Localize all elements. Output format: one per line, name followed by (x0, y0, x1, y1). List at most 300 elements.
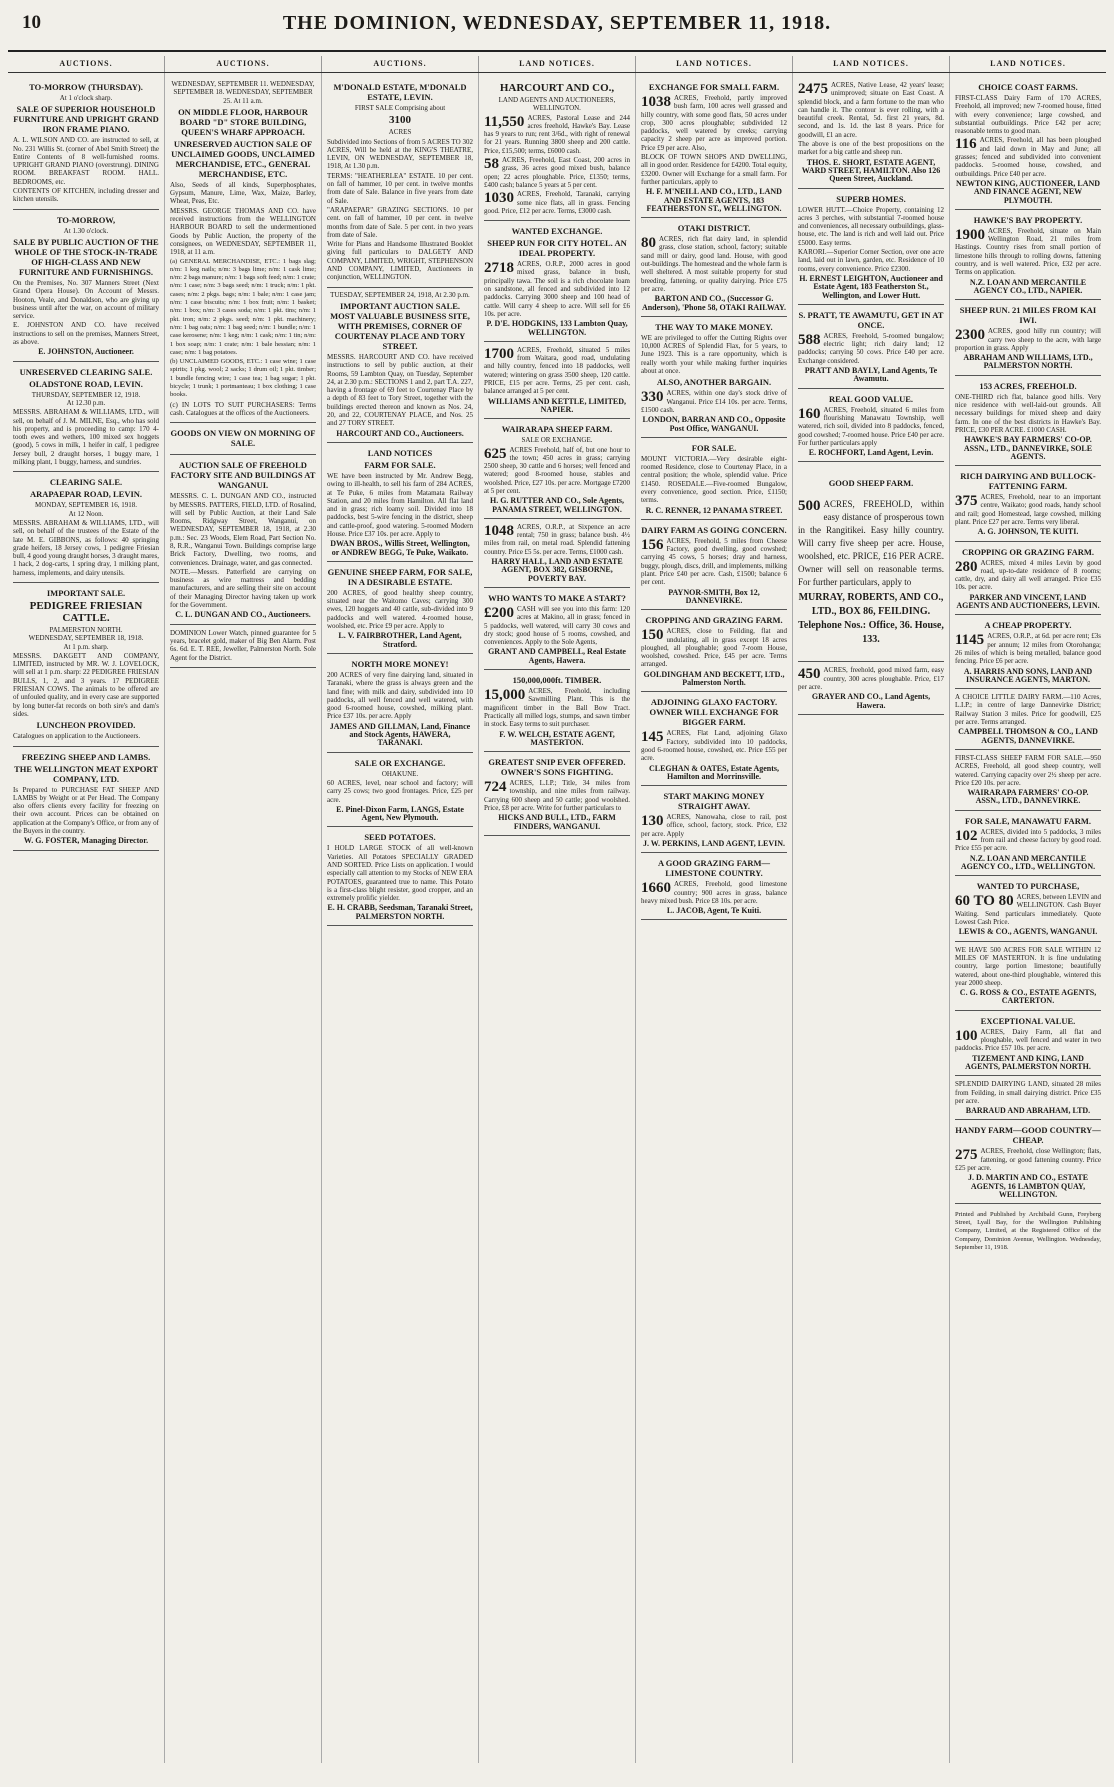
ad-heading: WANTED TO PURCHASE, (976, 881, 1080, 892)
ad-body: ACRES, between LEVIN and WELLINGTON. Cash Buyer Waiting. Send particulars immediately. Quote Lowest Cash Price. (955, 893, 1101, 927)
ad-subheading: FIRST SALE Comprising about (354, 104, 446, 112)
ad-body: ACRES, O.R.P., at Sixpence an acre rental; 750 in grass; balance bush. 4½ miles from rail, on metal road. Splendid fattening country. Price £5 5s. per acre. Terms, £1000 cash. (484, 522, 630, 556)
column-6 (793, 73, 950, 1763)
ad-body: Also, Seeds of all kinds, Superphosphates, Gypsum, Manure, Lime, Wax, Maize, Barley, Wheat, Peas, Etc. (170, 180, 316, 206)
advertisement (955, 1011, 1101, 1076)
ad-subheading: LAND AGENTS AND AUCTIONEERS, WELLINGTON. (498, 96, 616, 113)
ad-body: On the Premises, No. 307 Manners Street (Next Grand Opera House). On Account of Messrs. Hooton, Veale, and Donaldson, who are giving up business until after the war, on account of military service. (13, 278, 159, 321)
ad-heading: HANDY FARM—GOOD COUNTRY—CHEAP. (955, 1125, 1101, 1146)
ad-signature: E. H. CRABB, Seedsman, Taranaki Street, PALMERSTON NORTH. (327, 903, 473, 921)
advertisement (641, 438, 787, 520)
ad-heading: 150,000,000ft. TIMBER. (512, 675, 602, 686)
ad-place: OLADSTONE ROAD, LEVIN. (29, 378, 143, 389)
ad-signature: L. JACOB, Agent, Te Kuiti. (666, 906, 762, 916)
ad-title: SALE OF SUPERIOR HOUSEHOLD FURNITURE AND UPRIGHT GRAND IRON FRAME PIANO. (13, 104, 159, 135)
ad-body: SPLENDID DAIRYING LAND, situated 28 miles from Feilding, in small dairying district. Price £35 per acre. (955, 1080, 1101, 1105)
ad-acreage: 3100 (389, 114, 411, 127)
ad-heading: GOODS ON VIEW ON MORNING OF SALE. (170, 428, 316, 449)
ad-body: MESSRS. GEORGE THOMAS AND CO. have received instructions from the WELLINGTON HARBOUR BOARD to sell the undermentioned Goods by Public Auction, the property of the consignees, on WEDNESDAY, SEPTEMBER 11, 1918, at 11 a.m. (170, 206, 316, 257)
ad-acreage: 1038 (641, 94, 671, 110)
ad-acreage: 156 (641, 536, 664, 553)
advertisement (484, 342, 630, 419)
ad-signature: F. W. WELCH, ESTATE AGENT, MASTERTON. (499, 729, 615, 747)
advertisement (484, 519, 630, 588)
advertisement (641, 77, 787, 218)
ad-acreage: 80 (641, 235, 656, 252)
ad-signature: HAWKE'S BAY FARMERS' CO-OP. ASSN., LTD., DANNEVIRKE, SOLE AGENTS. (963, 435, 1093, 461)
advertisement (955, 615, 1101, 689)
ad-list: (a) GENERAL MERCHANDISE, ETC.: 1 bags slag; n/m: 1 keg nails; n/m: 3 bags lime; n/m: 1 cask lime; n/m: 2 bags manure; n/m: 1 bags soft feed; n/m: 1 crate; n/m: 1 case; n/m: 3 bags seed; n/m: 1 truck; n/m: 1 pkt. cases; n/m: 2 pkgs. bags; n/m: 1 bale; n/m: 1 case jam; n/m: 1 case biscuits; n/m: 1 box fruit; n/m: 1 basket; n/m: 1 box; n/m: 3 cases soda; n/m: 1 pkt. tins; n/m: 1 pkt. iron; n/m: 2 pkgs. seed; n/m: 1 pkt. machinery; n/m: 1 bag oats; n/m: 1 bag seed; n/m: 1 bundle; n/m: 1 case kerosene; n/m: 1 keg; n/m: 1 cask; n/m: 1 tin; n/m: 1 box soap; n/m: 1 crate; n/m: 1 bale hessian; n/m: 1 case; n/m: 1 bag potatoes. (170, 257, 316, 356)
advertisement (955, 300, 1101, 375)
ad-acreage: 2718 (484, 260, 514, 277)
ad-time: At 1 p.m. sharp. (63, 642, 109, 651)
advertisement (955, 466, 1101, 541)
ad-body: Catalogues on application to the Auctioneers. (13, 732, 141, 741)
ad-heading: HARCOURT AND CO., (499, 82, 615, 94)
ad-acreage: 1700 (484, 345, 514, 362)
ad-heading: TO-MORROW, (56, 214, 116, 225)
ad-list: (b) UNCLAIMED GOODS, ETC.: 1 case wine; 1 case spirits; 1 pkg. wool; 2 sacks; 1 drum oil; 1 pkt. timber; 1 bundle fencing wire; 1 case tea; 1 bag sugar; 1 pkt. bicycle; 1 trunk; 1 portmanteau; 1 box clothing; 1 case books. (170, 358, 316, 399)
column-4 (479, 73, 636, 1763)
ad-signature: PRATT AND BAYLY, Land Agents, Te Awamutu. (804, 366, 938, 384)
ad-signature: W. G. FOSTER, Managing Director. (23, 836, 149, 846)
advertisement (170, 423, 316, 455)
ad-place: OHAKUNE. (381, 769, 419, 778)
column-heading: AUCTIONS. (322, 56, 479, 72)
ad-heading: AUCTION SALE OF FREEHOLD FACTORY SITE AND BUILDINGS AT WANGANUI. (170, 460, 316, 491)
ad-acreage: 375 (955, 493, 978, 510)
advertisement (484, 221, 630, 342)
ad-acreage: 150 (641, 627, 664, 644)
ad-signature: WAIRARAPA FARMERS' CO-OP. ASSN., LTD., DANNEVIRKE. (967, 788, 1089, 806)
ad-heading: TO-MORROW (THURSDAY). (29, 82, 143, 92)
ad-body: Is Prepared to PURCHASE FAT SHEEP AND LAMBS by Weight or at Per Head. The Company also offers clients every facility for freezing on their own account. Prices can be obtained on application at the Company's Office, or from any of the Buyers in the country. (13, 785, 159, 836)
ad-signature: C. L. DUNGAN AND CO., Auctioneers. (175, 610, 311, 620)
ad-time: At 12 Noon. (68, 509, 104, 518)
column-heading: LAND NOTICES. (793, 56, 950, 72)
ad-body: MESSRS. DAKGETT AND COMPANY, LIMITED, instructed by MR. W. J. LOVELOCK, will sell at 1 p.m. sharp: 22 PEDIGREE FRIESIAN BULLS, 1, 2, and 3 years. 17 PEDIGREE FRIESIAN COWS. The animals to be offered are of unfouled quality, and in every case are supported by long butter-fat records on both sire's and dam's sides. (13, 651, 159, 718)
advertisement (484, 670, 630, 752)
ad-body: ACRES, rich flat dairy land, in splendid grass, close station, school, factory; suitable sand mill or dairy, good land. House, with good out-buildings. The homestead and the whole farm is well sheltered. A most suitable property for stud breeding, fattening, or quality dairying. Price £75 per acre. (641, 235, 787, 293)
ad-body: MESSRS. HARCOURT AND CO. have received instructions to sell by public auction, at their Rooms, 59 Lambton Quay, on Tuesday, September 24, at 2.30 p.m.: SECTIONS 1 and 2, part T.A. 227, having a frontage of 69 feet to Courtenay Place by a depth of 83 feet to Tory Street, together with the buildings erected thereon and known as Nos. 24, 20, and 22, COURTENAY PLACE, and Nos. 25 and 27 TORY STREET. (327, 352, 473, 428)
ad-acreage: 60 TO 80 (955, 893, 1014, 910)
ad-heading: SUPERB HOMES. (836, 193, 906, 204)
ad-acreage: 330 (641, 389, 664, 406)
advertisement (170, 625, 316, 668)
advertisement (641, 317, 787, 438)
ad-unit: ACRES (388, 128, 412, 137)
ad-signature: CLEGHAN & OATES, Estate Agents, Hamilton and Morrinsville. (648, 763, 780, 781)
advertisement (13, 362, 159, 473)
ad-body: ACRES, Dairy Farm, all flat and ploughable, well fenced and water in two paddocks. Price £57 10s. per acre. (955, 1027, 1101, 1053)
ad-signature: GOLDINGHAM AND BECKETT, LTD., Palmerston North. (643, 669, 785, 688)
ad-signature: LONDON, BARRAN AND CO., Opposite Post Office, WANGANUI. (642, 415, 786, 433)
ad-heading: WHO WANTS TO MAKE A START? (488, 592, 626, 603)
ad-heading: DAIRY FARM AS GOING CONCERN. (641, 524, 787, 535)
ad-body: MOUNT VICTORIA.—Very desirable eight-roomed Residence, close to Courtenay Place, in a central position; the whole, splendid value. Price £1450. ROSEDALE.—Five-roomed Bungalow, every convenience, good section. Price, £1150; terms. (641, 454, 787, 505)
advertisement (13, 210, 159, 362)
ad-body: ACRES, good hilly run country; will carry two sheep to the acre, with large proportion in grass. Apply (955, 327, 1101, 352)
ad-heading: SEED POTATOES. (364, 832, 436, 843)
ad-acreage: 2475 (798, 81, 828, 97)
ad-heading: 153 ACRES, FREEHOLD. (979, 380, 1077, 391)
advertisement (955, 876, 1101, 941)
ad-body: (c) IN LOTS TO SUIT PURCHASERS: Terms cash. Catalogues at the offices of the Auctioneers. (170, 400, 316, 417)
ad-heading: START MAKING MONEY STRAIGHT AWAY. (663, 791, 765, 812)
ad-heading: A CHEAP PROPERTY. (984, 620, 1072, 631)
column-heading: AUCTIONS. (165, 56, 322, 72)
ad-title: THE WELLINGTON MEAT EXPORT COMPANY, LTD. (14, 763, 158, 784)
ad-body: ACRES, Flat Land, adjoining Glaxo Factory, subdivided into 10 paddocks, good 6-roomed house, cowshed, etc. Price £55 per acre. (641, 729, 787, 763)
ad-price: £200 (484, 604, 514, 621)
ad-acreage: 1900 (955, 226, 985, 243)
ad-body: ACRES, Freehold, good limestone country; 900 acres in grass, balance heavy mixed bush. Price £8 10s. per acre. (641, 880, 787, 905)
ad-heading: CHOICE COAST FARMS. (978, 82, 1078, 92)
ad-heading: OTAKI DISTRICT. (677, 223, 751, 234)
ad-acreage: 1145 (955, 632, 985, 649)
advertisement (641, 786, 787, 853)
ad-heading: NORTH MORE MONEY! (351, 658, 449, 669)
advertisement (13, 747, 159, 851)
column-heading: LAND NOTICES. (479, 56, 636, 72)
advertisement (798, 462, 944, 662)
ad-signature: J. W. PERKINS, LAND AGENT, LEVIN. (642, 839, 786, 848)
ad-body: ACRES, Freehold, all has been ploughed and laid down in May and June; all grasses; fenced and subdivided into convenient paddocks. 5-roomed house, cowshed, and outbuildings. Price £40 per acre. (955, 136, 1101, 178)
ad-signature: BARRAUD AND ABRAHAM, LTD. (965, 1106, 1091, 1116)
ad-signature: GRAYER AND CO., Land Agents, Hawera. (811, 692, 931, 710)
ad-acreage: 724 (484, 779, 507, 796)
ad-heading: SHEEP RUN. 21 MILES FROM KAI IWI. (959, 305, 1097, 326)
ad-heading: REAL GOOD VALUE. (829, 393, 913, 404)
advertisement (955, 1120, 1101, 1204)
ad-heading: RICH DAIRYING AND BULLOCK-FATTENING FARM. (960, 471, 1096, 492)
ad-body: FIRST-CLASS Dairy Farm of 170 ACRES, Freehold, all improved; new 7-roomed house, fitted with every convenience; large cowshed, and substantial outbuildings. Price £42 per acre; reasonable terms to good man. (955, 94, 1101, 136)
ad-acreage: 100 (955, 1027, 978, 1044)
ad-body: ACRES Freehold, half of, but one hour to the town; 450 acres in grass; carrying 2500 sheep, 30 cattle and 6 horses; well fenced and watered; good 8-roomed house, stables and woolshed. Price, £27 10s. per acre. Mortgage £7200 at 5 per cent. (484, 445, 630, 495)
ad-body: CONTENTS OF KITCHEN, including dresser and kitchen utensils. (13, 187, 159, 204)
ad-heading: S. PRATT, TE AWAMUTU, GET IN AT ONCE. (798, 309, 944, 330)
ad-acreage: 588 (798, 331, 821, 348)
ad-heading: FREEZING SHEEP AND LAMBS. (21, 751, 151, 762)
ad-signature: H. ERNEST LEIGHTON, Auctioneer and Estate Agent, 183 Featherston St., Wellington, and Lower Hutt. (799, 273, 943, 300)
ad-heading: A GOOD GRAZING FARM—LIMESTONE COUNTRY. (658, 858, 770, 879)
ad-body: ACRES, O.R.P., at 6d. per acre rent; £3s per annum; 12 miles from Otorohanga; 26 miles of which is being metalled, balance good fencing. Price £6 per acre. (955, 632, 1101, 666)
ad-acreage: 275 (955, 1147, 978, 1164)
advertisement (484, 588, 630, 670)
advertisement (955, 376, 1101, 466)
ad-body: ACRES, Freehold, situate on Main Wellington Road, 21 miles from Hastings. Country rises from small portion of limestone hills through to rolling downs, fattening country, and is well watered. Price, £32 per acre. Terms on application. (955, 226, 1101, 277)
newspaper-page (8, 6, 1106, 1781)
ad-title: ON MIDDLE FLOOR, HARBOUR BOARD "D" STORE BUILDING, QUEEN'S WHARF APPROACH. (178, 106, 308, 137)
ad-signature: NEWTON KING, AUCTIONEER, LAND AND FINANCE AGENT, NEW PLYMOUTH. (955, 178, 1101, 205)
ad-signature: CAMPBELL THOMSON & CO., LAND AGENTS, DANNEVIRKE. (958, 727, 1098, 745)
ad-acreage: 130 (641, 813, 664, 830)
ad-date: THURSDAY, SEPTEMBER 12, 1918. (31, 390, 141, 399)
ad-body: ACRES, L.I.P.; Title, 34 miles from township, and nine miles from railway. Carrying 600 sheep and 50 cattle; good woolshed. Price, £8 per acre. Write for further particulars to (484, 779, 630, 812)
ad-body: I HOLD LARGE STOCK of all well-known Varieties. All Potatoes SPECIALLY GRADED AND SORTED. Price Lists on application. I would especially call attention to my Stocks of NEW ERA POTATOES, guaranteed true to name. This Potato is a first-class blight resister, good cropper, and an extremely prolific yielder. (327, 844, 473, 903)
ad-body: BLOCK OF TOWN SHOPS AND DWELLING, all in good order. Residence for £4200. Total equity, £3200. Owner will Exchange for a small farm. For further particulars, apply to (641, 153, 787, 186)
ad-acreage: 2300 (955, 327, 985, 344)
ad-title: FARM FOR SALE. (364, 459, 436, 470)
ad-signature: L. V. FAIRBROTHER, Land Agent, Stratford. (338, 631, 462, 649)
ad-heading: EXCHANGE FOR SMALL FARM. (648, 82, 780, 92)
ad-body: WE are privileged to offer the Cutting Rights over 10,000 ACRES of Splendid Flax, for 5 years, to June 1923. This is a rare opportunity, which is really worth your while making further inquiries about at once. (641, 333, 787, 376)
ad-note: LUNCHEON PROVIDED. (36, 720, 136, 731)
ad-acreage: 58 (484, 156, 499, 173)
ad-signature: ABRAHAM AND WILLIAMS, LTD., PALMERSTON NORTH. (963, 353, 1093, 371)
ad-body: ACRES, Native Lease, 42 years' lease; unimproved; situate on East Coast. A splendid block, and a farm fortune to the man who can handle it. The contour is ever rolling, with a beautiful creek. Rental, 5d. first 21 years, 8d. second, and 1s. 1d. the last 8 years. Price for goodwill, £1 an acre. (798, 81, 944, 139)
ad-signature: E. ROCHFORT, Land Agent, Levin. (808, 448, 934, 458)
column-1 (8, 73, 165, 1763)
column-heading: LAND NOTICES. (636, 56, 793, 72)
advertisement (798, 189, 944, 305)
ad-signature: R. C. RENNER, 12 PANAMA STREET. (645, 505, 783, 515)
ad-title: SHEEP RUN FOR CITY HOTEL. AN IDEAL PROPERTY. (487, 238, 627, 259)
advertisement (798, 662, 944, 714)
ad-terms: "ARAPAEPAR" GRAZING SECTIONS. 10 per cent. on fall of hammer, 10 per cent. in twelve months from date of Sale. 5 per cent. in two years from date of Sale. (327, 205, 473, 239)
ad-acreage: 102 (955, 827, 978, 844)
advertisement (955, 77, 1101, 210)
advertisement (641, 610, 787, 692)
ad-subheading: At 1.30 o'clock. (63, 226, 109, 235)
ad-date: TUESDAY, SEPTEMBER 24, 1918, At 2.30 p.m. (330, 290, 470, 299)
ad-body: A. L. WILSON AND CO. are instructed to sell, at No. 231 Willis St. (corner of Abel Smith Street) the Entire Contents of 8 well-furnished rooms. UPRIGHT GRAND PIANO (overstrung). DINING ROOM. BREAKFAST ROOM. HALL. BEDROOMS, etc. (13, 136, 159, 186)
advertisement (798, 77, 944, 189)
ad-body: WE HAVE 500 ACRES FOR SALE WITHIN 12 MILES OF MASTERTON. It is fine undulating country, large portion limestone; beautifully watered, about one-third ploughable, wintered this year 2000 sheep. (955, 945, 1101, 987)
ad-signature: E. JOHNSTON, Auctioneer. (38, 347, 134, 357)
ad-body: ACRES, Freehold, situated 5 miles from Waitara, good road, undulating and hilly country, fenced into 18 paddocks, well watered; wintering on grass 3500 sheep, 120 cattle. PRICE, £15 per acre. Terms, 25 per cent. cash, balance arranged at 5 per cent. (484, 345, 630, 396)
ad-body: ACRES, Freehold, near to an important centre, Waikato; good roads, handy school and rail; good Homestead, large cowshed, milking plant. Price £27 per acre. Terms very liberal. (955, 493, 1101, 526)
ad-subheading: UNRESERVED AUCTION SALE OF UNCLAIMED GOODS, UNCLAIMED MERCHANDISE, ETC., GENERAL MERCHANDISE, ETC. (171, 138, 315, 179)
ad-heading: GREATEST SNIP EVER OFFERED. OWNER'S SONS FIGHTING. (488, 757, 626, 778)
advertisement (484, 419, 630, 519)
advertisement (955, 750, 1101, 811)
ad-signature: GRANT AND CAMPBELL, Real Estate Agents, Hawera. (488, 647, 626, 665)
ad-body: ACRES, Freehold, 5 miles from Cheese Factory, good dwelling, good cowshed; carrying 45 cows, 5 horses; dray and harness, buggy, plough, discs, drill, and implements, milking plant. Price £40 per acre. Cash, £1500; balance 6 per cent. (641, 536, 787, 587)
ad-body: ACRES, Freehold, including Sawmilling Plant. This is the magnificent timber in the Ball Bow Tract. Practically all milled logs, stumps, and sawn timber in stock. Easy terms to suit purchaser. (484, 687, 630, 729)
advertisement (955, 1076, 1101, 1120)
ad-body: MESSRS. ABRAHAM & WILLIAMS, LTD., will sell, on behalf of J. M. MILNE, Esq., who has sold his property, and is proceeding to camp: 170 4-tooth ewes and wethers, 100 mixed sex hoggets (good), 5 cows in milk, 1 heifer in calf, 1 pedigree Jersey bull, 2 draught horses, 1 buggy mare, 1 milking plant, 1 buggy, harness, and sundries. (13, 408, 159, 467)
ad-acreage: 1660 (641, 880, 671, 897)
ad-heading: EXCEPTIONAL VALUE. (980, 1015, 1076, 1026)
ad-body: 60 ACRES, level, near school and factory; will carry 25 cows; two good frontages. Price, £25 per acre. (327, 778, 473, 804)
ad-signature: C. G. ROSS & CO., ESTATE AGENTS, CARTERTON. (959, 988, 1097, 1006)
ad-body: ACRES, Freehold, close Wellington; flats, fattening, or good fattening country. Price £25 per acre. (955, 1147, 1101, 1173)
ad-body: A CHOICE LITTLE DAIRY FARM.—110 Acres, L.I.P.; in centre of large Dannevirke District; Railway Station 3 miles. Price for goodwill, £25 per acre. Terms arranged. (955, 693, 1101, 727)
ad-body: The above is one of the best propositions on the market for a big cattle and sheep run. (798, 140, 944, 157)
ad-body: ACRES, Freehold, 5-roomed bungalow; electric light; rich dairy land; 12 paddocks; carrying 50 cows. Price £40 per acre. Exchange considered. (798, 331, 944, 365)
ad-body: DOMINION Lower Watch, pinned guarantee for 5 years, bracelet gold, maker of Big Ben Alarm. Post 6s. 6d. E. T. REE, Jeweller, Palmerston North. Sole Agent for the District. (170, 628, 316, 662)
ad-body: KARORI.—Superior Corner Section, over one acre land, laid out in lawn, garden, etc. Residence of 10 rooms, every convenience. Price £2300. (798, 248, 944, 273)
ad-date: MONDAY, SEPTEMBER 16, 1918. (35, 501, 137, 510)
ad-body: ACRES, within one day's stock drive of Wanganui. Price £14 10s. per acre. Terms, £1500 cash. (641, 389, 787, 414)
ad-subheading: ALSO, ANOTHER BARGAIN. (656, 377, 772, 388)
ad-body: MESSRS. C. L. DUNGAN AND CO., instructed by MESSRS. PATTERS, FIELD, LTD. of Rosalind, will sell by Public Auction, at their Land Sale Rooms, Ridgway Street, Wanganui, on WEDNESDAY, SEPTEMBER 18, 1918, at 2.30 p.m.: Sec. 23 Woods, Elem Road, Part Section No. 8, R.R., Wanganui Town. Buildings comprise large Brick Factory, Dwelling, two rooms, and conveniences. Drainage, water, and gas connected. (170, 492, 316, 567)
imprint-footer: Printed and Published by Archibald Gunn, Freyberg Street, Lyall Bay, for the Wellington Publishing Company, Limited, at the Registered Office of the Company, Dominion Avenue, Wellington. Wednesday, September 11, 1918. (955, 1210, 1101, 1251)
ad-body: ACRES, Freehold, situated 6 miles from flourishing Manawatu Township, well watered, rich soil, divided into 8 paddocks, fenced, good cowshed; 7-roomed house. Price £40 per acre. For further particulars apply (798, 405, 944, 447)
newspaper-title: THE DOMINION, WEDNESDAY, SEPTEMBER 11, 1918. (282, 12, 832, 34)
advertisement (13, 77, 159, 210)
page-number: 10 (22, 12, 41, 33)
ad-body: ACRES, Freehold, East Coast, 200 acres in grass, 36 acres good mixed bush, balance open; 22 acres ploughable. Price, £1350; terms, £400 cash; balance 5 years at 5 per cent. (484, 156, 630, 189)
advertisement (327, 753, 473, 828)
ad-acreage: 160 (798, 405, 821, 422)
ad-signature: PARKER AND VINCENT, LAND AGENTS AND AUCTIONEERS, LEVIN. (956, 592, 1100, 611)
ad-heading: GENUINE SHEEP FARM, FOR SALE, IN A DESIRABLE ESTATE. (327, 566, 473, 587)
ad-signature: PAYNOR-SMITH, Box 12, DANNEVIRKE. (668, 587, 760, 605)
advertisement (327, 827, 473, 926)
masthead (8, 6, 1106, 52)
advertisement (955, 542, 1101, 616)
ad-body: ACRES, divided into 5 paddocks, 3 miles from rail and cheese factory by good road. Price £55 per acre. (955, 827, 1101, 853)
ad-body: ACRES, O.R.P., 2000 acres in good mixed grass, balance in bush, principally tawa. The soil is a rich chocolate loam on sandstone, all fenced and subdivided into 12 paddocks. Carrying 3000 sheep and 100 head of cattle. Will carry 4 sheep to acre. Will sell for £6 10s. per acre. (484, 260, 630, 318)
ad-heading: WANTED EXCHANGE. (511, 226, 603, 237)
ad-signature: DWAN BROS., Willis Street, Wellington, or ANDREW BEGG, Te Puke, Waikato. (330, 539, 470, 557)
ad-body: Write for Plans and Handsome Illustrated Booklet giving full particulars to DALGETY AND COMPANY, LIMITED, WRIGHT, STEPHENSON AND COMPANY, LIMITED, Auctioneers in conjunction, WELLINGTON. (327, 240, 473, 282)
ad-signature: JAMES AND GILLMAN, Land, Finance and Stock Agents, HAWERA, TARANAKI. (329, 721, 471, 748)
ad-body: ACRES, Pastoral Lease and 244 acres freehold, Hawke's Bay. Lease has 9 years to run; rent 3/6d., with right of renewal for 21 years. Running 3800 sheep and 200 cattle. Price, £15,500; terms, £6000 cash. (484, 113, 630, 155)
ad-body: ACRES, mixed 4 miles Levin by good road, up-to-date residence of 8 rooms; cattle, dry, and dairy all well arranged. Price £35 10s. per acre. (955, 558, 1101, 592)
ad-signature: HARCOURT AND CO., Auctioneers. (336, 428, 464, 438)
ad-heading: UNRESERVED CLEARING SALE. (19, 366, 153, 377)
ad-place: PALMERSTON NORTH. (49, 625, 123, 634)
ad-body: ACRES, Freehold, partly improved bush farm, 100 acres well grassed and hilly country, with some good flats, 50 acres under crop, 300 acres ploughable; subdivided 12 paddocks, well watered by creeks; carrying capacity 2 sheep per acre as improved portion. Price £9 per acre. Also, (641, 94, 787, 152)
ad-signature: H. G. RUTTER AND CO., Sole Agents, PANAMA STREET, WELLINGTON. (489, 496, 624, 514)
ad-body: ACRES, FREEHOLD, within easy distance of prosperous town in the Rangitikei. Easy hilly country. Will carry five sheep per acre. House, woolshed, etc. PRICE, £16 PER ACRE. Owner will sell on reasonable terms. For further particulars, apply to (798, 499, 944, 588)
column-headings (8, 56, 1106, 73)
column-3 (322, 73, 479, 1763)
advertisement (955, 689, 1101, 750)
ad-heading: CROPPING AND GRAZING FARM. (645, 615, 783, 626)
ad-body: ACRES, Freehold, Taranaki, carrying some nice flats, all in grass. Fencing good. Price, £12 per acre. Terms, £3000 cash. (484, 190, 630, 215)
ad-acreage: 280 (955, 558, 978, 575)
ad-heading: GOOD SHEEP FARM. (828, 478, 914, 489)
ad-heading: M'DONALD ESTATE, M'DONALD ESTATE, LEVIN. (333, 82, 467, 102)
ad-body: LOWER HUTT.—Choice Property, containing 12 acres 3 perches, with substantial 7-roomed house and conveniences, all necessary outbuildings, glass-house, etc. The land is rich and well laid out. Price £5000. Easy terms. (798, 205, 944, 247)
ad-heading: CLEARING SALE. (49, 477, 123, 488)
advertisement (13, 583, 159, 747)
column-5 (636, 73, 793, 1763)
advertisement (484, 77, 630, 221)
ad-heading: WAIRARAPA SHEEP FARM. (501, 424, 613, 435)
ad-title: SALE BY PUBLIC AUCTION OF THE WHOLE OF THE STOCK-IN-TRADE OF HIGH-CLASS AND NEW FURNITURE AND FURNISHINGS. (13, 236, 159, 277)
advertisement (327, 77, 473, 288)
ad-acreage: 1048 (484, 522, 514, 539)
ad-date: WEDNESDAY, SEPTEMBER 11. WEDNESDAY, SEPTEMBER 18. WEDNESDAY, SEPTEMBER 25. At 11 a.m. (171, 80, 315, 105)
advertisement (13, 472, 159, 583)
ad-body: WE have been instructed by Mr. Andrew Begg, owing to ill-health, to sell his farm of 284 ACRES, at Te Puke, 6 miles from Matamata Railway Station, and 20 miles from Hamilton. All flat land and in grass; rich loamy soil. Divided into 18 paddocks, best 5-wire fencing in the district, sheep and cattle-proof, good watering. 5-roomed Modern House. Price £37 10s. per acre. Apply to (327, 471, 473, 538)
ad-body: ACRES, freehold, good mixed farm, easy country, 300 acres ploughable. Price, £17 per acre. (798, 666, 944, 691)
ad-signature: LEWIS & CO., AGENTS, WANGANUI. (958, 927, 1098, 937)
advertisement (955, 210, 1101, 300)
advertisement (955, 811, 1101, 876)
ad-time: At 12.30 p.m. (66, 398, 106, 407)
ad-acreage: 116 (955, 136, 977, 153)
ad-acreage: 450 (798, 666, 821, 683)
ad-body: 200 ACRES, of good healthy sheep country, situated near the Waitomo Caves; carrying 300 ewes, 120 hoggets and 40 cattle, sub-divided into 9 paddocks and well watered. 4-roomed house, woolshed, etc. Price £9 per acre. Apply to (327, 588, 473, 631)
advertisement (170, 77, 316, 423)
column-2 (165, 73, 322, 1763)
ad-body: MESSRS. ABRAHAM & WILLIAMS, LTD., will sell, on behalf of the trustees of the Estate of the late M. E. GIBBONS, as follows: 40 springing grade heifers, 18 Jersey cows, 1 pedigree Friesian bull, 4 good young draught horses, 3 draught mares, 1 hack, 2 dog-carts, 1 spring dray, 1 milking plant, harness, implements, and dairy utensils. (13, 518, 160, 577)
ad-signature: J. D. MARTIN AND CO., ESTATE AGENTS, 16 LAMBTON QUAY, WELLINGTON. (967, 1173, 1089, 1199)
ad-signature: WILLIAMS AND KETTLE, LIMITED, NAPIER. (487, 396, 627, 414)
ad-signature: P. D'E. HODGKINS, 133 Lambton Quay, WELLINGTON. (486, 319, 628, 337)
advertisement (798, 389, 944, 463)
ad-body: 200 ACRES of very fine dairying land, situated in Taranaki, where the grass is always green and the land fine; with milk and dairy, subdivided into 10 paddocks, all well fenced and well watered, with good 6-roomed house, cowshed, milking plant. Price £37 10s. per acre. Apply (327, 670, 473, 721)
ad-body: ACRES, close to Feilding, flat and undulating, all in grass except 18 acres ploughed, all ploughable; good 7-room House, woolshed, cowshed. Price, £45 per acre. Terms arranged. (641, 627, 787, 669)
advertisement (484, 752, 630, 836)
advertisement (327, 562, 473, 654)
advertisement (641, 520, 787, 610)
advertisement (327, 654, 473, 753)
ad-title: IMPORTANT AUCTION SALE. MOST VALUABLE BUSINESS SITE, WITH PREMISES, CORNER OF COURTENAY PLACE AND TORY STREET. (330, 300, 470, 351)
ad-body: Subdivided into Sections of from 5 ACRES TO 302 ACRES, Will be held at the KING'S THEATRE, LEVIN, ON WEDNESDAY, SEPTEMBER 18, 1918, At 1.30 p.m. (327, 137, 473, 171)
ad-heading: SALE OR EXCHANGE. (354, 757, 446, 768)
ad-signature: BARTON AND CO., (Successor G. Anderson), 'Phone 58, OTAKI RAILWAY. (641, 294, 787, 312)
column-7 (950, 73, 1106, 1763)
ad-acreage: 625 (484, 445, 507, 462)
ad-acreage: 11,550 (484, 113, 525, 130)
ad-body: FIRST-CLASS SHEEP FARM FOR SALE.—950 ACRES, Freehold, all good sheep country, well watered. Carrying capacity over 2½ sheep per acre. Price £20 10s. per acre. (955, 753, 1101, 787)
ad-heading: THE WAY TO MAKE MONEY. (655, 321, 773, 332)
ad-signature: N.Z. LOAN AND MERCANTILE AGENCY CO., LTD., WELLINGTON. (960, 853, 1096, 871)
ad-signature: A. HARRIS AND SONS, LAND AND INSURANCE AGENTS, MARTON. (963, 666, 1093, 684)
ad-acreage: 500 (798, 498, 821, 515)
ad-heading: IMPORTANT SALE. (46, 587, 126, 598)
advertisement (955, 942, 1101, 1011)
ad-signature: TIZEMENT AND KING, LAND AGENTS, PALMERSTON NORTH. (965, 1053, 1091, 1071)
ad-terms: TERMS: "HEATHERLEA" ESTATE. 10 per cent. on fall of hammer, 10 per cent. in twelve months from date of Sale. Balance in five years from date of Sale. (327, 171, 473, 205)
advertisement (170, 455, 316, 624)
advertisement (641, 853, 787, 920)
advertisement (641, 218, 787, 317)
ad-heading: FOR SALE. (691, 442, 737, 453)
advertisement (798, 305, 944, 389)
ad-acreage: 15,000 (484, 687, 526, 704)
ad-heading: FOR SALE, MANAWATU FARM. (964, 815, 1091, 826)
ad-signature: A. G. JOHNSON, TE KUITI. (977, 527, 1079, 537)
ad-body: ACRES, Nanowaha, close to rail, post office, school, factory, stock. Price, £32 per acre. Apply (641, 813, 787, 838)
column-heading: LAND NOTICES. (990, 59, 1066, 68)
ad-acreage: 145 (641, 729, 664, 746)
ad-signature: THOS. E. SHORT, ESTATE AGENT, WARD STREET, HAMILTON. Also 126 Queen Street, Auckland. (801, 157, 941, 184)
ad-date: WEDNESDAY, SEPTEMBER 18, 1918. (28, 634, 144, 643)
column-heading: AUCTIONS. (8, 56, 165, 72)
ad-subheading: SALE OR EXCHANGE. (521, 436, 593, 445)
ad-heading: ADJOINING GLAXO FACTORY. OWNER WILL EXCHANGE FOR BIGGER FARM. (649, 697, 779, 728)
ad-signature: E. Pinel-Dixon Farm, LANGS, Estate Agent, New Plymouth. (336, 804, 464, 823)
advertisement (327, 443, 473, 562)
ad-note: NOTE.—Messrs. Patterfield are carrying on business as wire mattress and bedding manufacturers, and are selling their site on account of their Managing Director having taken up work for the Government. (170, 567, 316, 610)
section-heading: LAND NOTICES (367, 447, 433, 458)
ad-heading: HAWKE'S BAY PROPERTY. (973, 214, 1083, 225)
ad-acreage: 1030 (484, 190, 514, 207)
ad-heading: CROPPING OR GRAZING FARM. (961, 546, 1095, 557)
ad-title: PEDIGREE FRIESIAN CATTLE. (29, 599, 143, 624)
ad-signature: HARRY HALL, LAND AND ESTATE AGENT, BOX 382, GISBORNE, POVERTY BAY. (491, 557, 623, 583)
advertisement (327, 288, 473, 443)
ad-place: ARAPAEPAR ROAD, LEVIN. (29, 489, 143, 500)
ad-body: E. JOHNSTON AND CO. have received instructions to sell on the premises, Manners Street, as above. (13, 321, 159, 347)
ad-signature: N.Z. LOAN AND MERCANTILE AGENCY CO., LTD., NAPIER. (969, 277, 1087, 295)
ad-signature: MURRAY, ROBERTS, AND CO., LTD., BOX 86, FEILDING. Telephone Nos.: Office, 36. House, 133. (798, 592, 944, 646)
ad-body: CASH will see you into this farm: 120 acres at Makino, all in grass; fenced in 5 paddocks, well watered, will carry 30 cows and dry stock; good house of 5 rooms, cowshed, and conveniences. Apply to the Sole Agents, (484, 604, 630, 647)
ad-signature: H. F. M'NEILL AND CO., LTD., LAND AND ESTATE AGENTS, 183 FEATHERSTON ST., WELLINGTON. (646, 187, 782, 213)
advertisement (641, 692, 787, 786)
ad-signature: HICKS AND BULL, LTD., FARM FINDERS, WANGANUI. (498, 813, 616, 831)
ad-subheading: At 1 o'clock sharp. (59, 94, 113, 102)
ad-body: ONE-THIRD rich flat, balance good hills. Very nice residence with well-laid-out grounds. All necessary buildings for mixed sheep and dairy farm. In one of the best districts in Hawke's Bay. PRICE, £30 PER ACRE. £1000 CASH. (955, 392, 1101, 434)
